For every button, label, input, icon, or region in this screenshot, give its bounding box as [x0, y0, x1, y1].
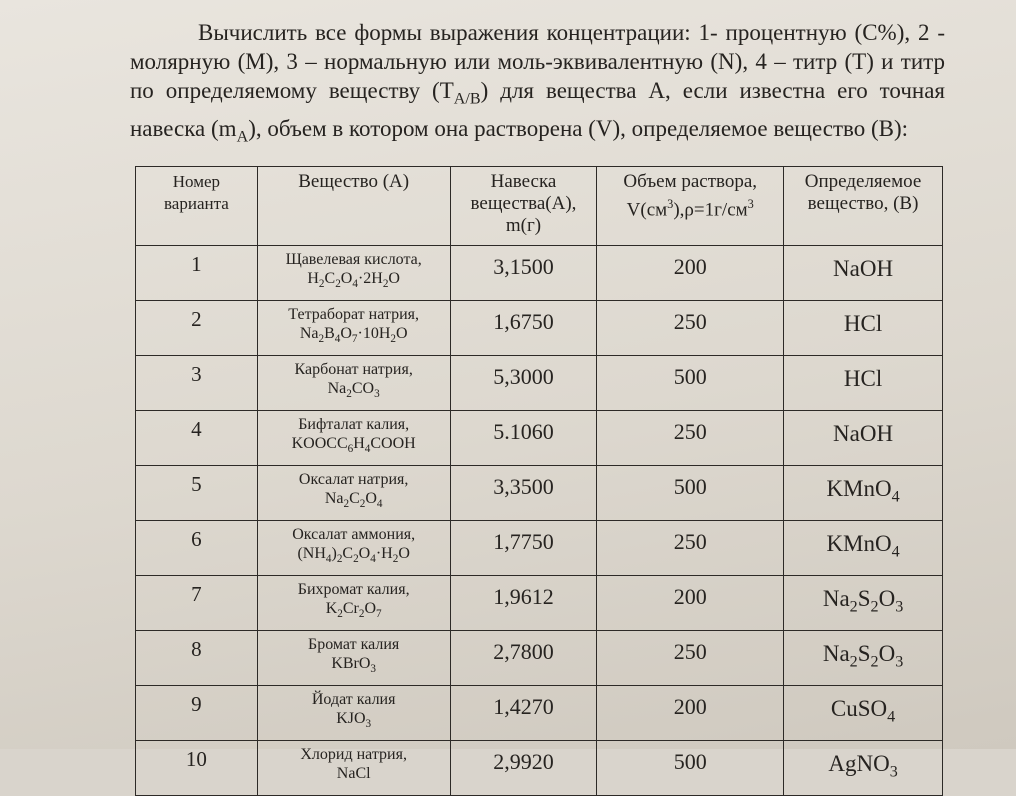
- cell-number: 8: [136, 631, 258, 686]
- cell-number: 9: [136, 686, 258, 741]
- cell-determined: NaOH: [784, 246, 943, 301]
- cell-substance: [257, 301, 450, 356]
- cell-determined: KMnO$_4$: [784, 521, 943, 576]
- cell-volume: 250: [597, 411, 784, 466]
- cell-mass: 2,7800: [450, 631, 597, 686]
- cell-number: 7: [136, 576, 258, 631]
- substance-formula: NaCl: [336, 765, 371, 782]
- table-row: [136, 631, 943, 686]
- header-number: Номер варианта: [136, 167, 258, 246]
- cell-mass: 5.1060: [450, 411, 597, 466]
- cell-number: 1: [136, 246, 258, 301]
- cell-mass: 1,6750: [450, 301, 597, 356]
- substance-formula: $Na_2B_4O_7\cdot 10H_2O$: [299, 325, 408, 346]
- substance-name: Йодат калия: [311, 691, 396, 708]
- cell-number: 10: [136, 741, 258, 796]
- table-row: [136, 411, 943, 466]
- cell-volume: 500: [597, 466, 784, 521]
- cell-determined: CuSO$_4$: [784, 686, 943, 741]
- cell-number: 3: [136, 356, 258, 411]
- cell-volume: 250: [597, 521, 784, 576]
- cell-substance: [257, 246, 450, 301]
- cell-mass: 5,3000: [450, 356, 597, 411]
- substance-formula: $Na_2CO_3$: [327, 380, 380, 401]
- cell-substance: [257, 521, 450, 576]
- substance-name: Оксалат аммония,: [292, 526, 416, 543]
- cell-substance: [257, 411, 450, 466]
- cell-determined: HCl: [784, 301, 943, 356]
- substance-formula: $H_2C_2O_4\cdot 2H_2O$: [307, 270, 400, 291]
- cell-mass: 3,1500: [450, 246, 597, 301]
- table-row: [136, 246, 943, 301]
- cell-determined: $Na_2S_2O_3$: [784, 631, 943, 686]
- cell-volume: 200: [597, 686, 784, 741]
- header-determined: Определяемое вещество, (В): [784, 167, 943, 246]
- cell-mass: 1,7750: [450, 521, 597, 576]
- substance-name: Бромат калия: [308, 636, 400, 653]
- cell-number: 6: [136, 521, 258, 576]
- substance-formula: $K_2Cr_2O_7$: [325, 600, 382, 621]
- substance-name: Хлорид натрия,: [300, 746, 407, 763]
- cell-substance: [257, 576, 450, 631]
- cell-mass: 1,4270: [450, 686, 597, 741]
- cell-number: 2: [136, 301, 258, 356]
- cell-substance: [257, 631, 450, 686]
- cell-substance: [257, 686, 450, 741]
- substance-name: Щавелевая кислота,: [285, 251, 422, 268]
- cell-volume: 250: [597, 301, 784, 356]
- task-statement: Вычислить все формы выражения концентрации: 1- процентную (С%), 2 - молярную (М), 3 – нормальную или моль-эквивалентную (N), 4 – титр (Т) и титр по определяемому веществу $(Т_{А/В})$ для вещества А, если известна его точная навеска $(m_А)$, объем в котором она растворена (V), определяемое вещество (В):: [130, 20, 945, 146]
- cell-volume: 500: [597, 741, 784, 796]
- table-header-row: [136, 167, 943, 246]
- cell-volume: 200: [597, 576, 784, 631]
- substance-name: Карбонат натрия,: [294, 361, 413, 378]
- substance-formula: $Na_2C_2O_4$: [324, 490, 383, 511]
- cell-determined: $Na_2S_2O_3$: [784, 576, 943, 631]
- substance-formula: $(NH_4)_2C_2O_4\cdot H_2O$: [297, 545, 410, 566]
- table-row: [136, 466, 943, 521]
- substance-formula: $KJO_3$: [336, 710, 372, 731]
- cell-mass: 1,9612: [450, 576, 597, 631]
- table-row: [136, 686, 943, 741]
- cell-number: 4: [136, 411, 258, 466]
- table-row: [136, 576, 943, 631]
- substance-formula: KBrO$_3$: [331, 655, 377, 676]
- substance-name: Тетраборат натрия,: [288, 306, 420, 323]
- cell-volume: 250: [597, 631, 784, 686]
- cell-volume: 500: [597, 356, 784, 411]
- cell-determined: KMnO$_4$: [784, 466, 943, 521]
- cell-substance: [257, 466, 450, 521]
- table-row: [136, 301, 943, 356]
- cell-determined: HCl: [784, 356, 943, 411]
- variants-table: [135, 166, 943, 796]
- substance-name: Бихромат калия,: [297, 581, 410, 598]
- header-mass: Навеска вещества(А), m(г): [450, 167, 597, 246]
- cell-volume: 200: [597, 246, 784, 301]
- cell-mass: 2,9920: [450, 741, 597, 796]
- header-volume: Объем раствора, $V(см^3),\rho=1г/см^3$: [597, 167, 784, 246]
- cell-determined: AgNO$_3$: [784, 741, 943, 796]
- substance-name: Оксалат натрия,: [298, 471, 409, 488]
- header-substance: Вещество (А): [257, 167, 450, 246]
- cell-number: 5: [136, 466, 258, 521]
- substance-name: Бифталат калия,: [298, 416, 410, 433]
- table-row: [136, 356, 943, 411]
- cell-mass: 3,3500: [450, 466, 597, 521]
- cell-determined: NaOH: [784, 411, 943, 466]
- table-row: [136, 521, 943, 576]
- substance-formula: $KOOCC_6H_4COOH$: [291, 435, 416, 456]
- cell-substance: [257, 356, 450, 411]
